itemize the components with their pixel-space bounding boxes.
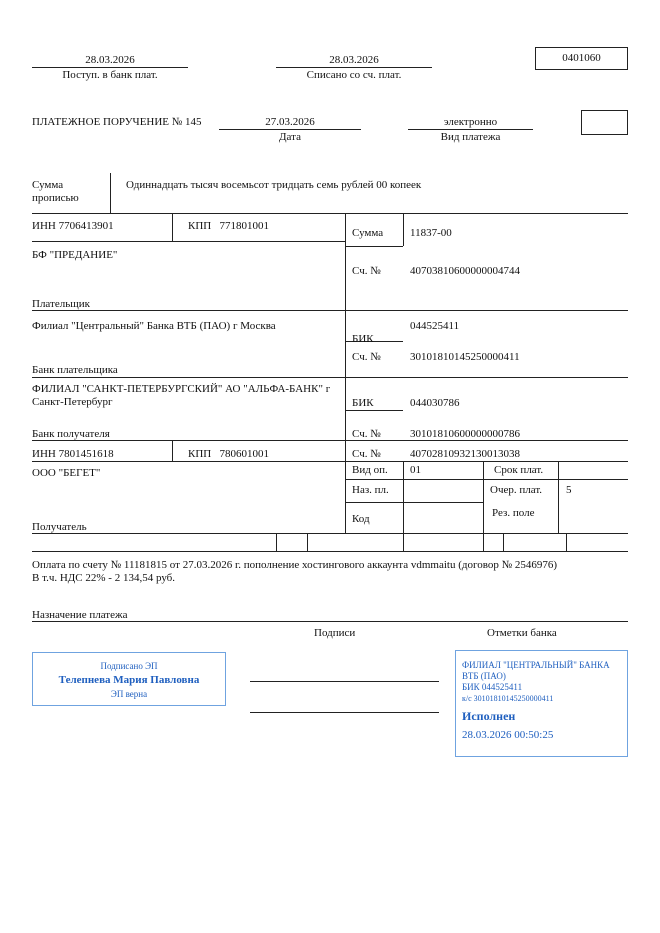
- received-date: 28.03.2026: [85, 54, 135, 66]
- recipient-role-label: Получатель: [32, 521, 87, 533]
- line: [345, 479, 628, 480]
- line: [32, 440, 628, 441]
- line: [32, 213, 628, 214]
- ocher-value: 5: [566, 484, 572, 496]
- payment-type-line: [408, 129, 533, 130]
- payer-bank-bik-label: БИК: [352, 333, 374, 345]
- bank-stamp-datetime: 28.03.2026 00:50:25: [462, 729, 554, 741]
- line: [345, 213, 346, 533]
- received-date-line: [32, 67, 188, 68]
- bank-stamp-bik: БИК 044525411: [462, 682, 523, 692]
- payer-bank-bik: 044525411: [410, 320, 460, 332]
- line: [32, 621, 628, 622]
- purpose-label: Назначение платежа: [32, 609, 128, 621]
- recipient-name: ООО "БЕГЕТ": [32, 467, 101, 479]
- code-empty-box: [581, 110, 628, 135]
- payer-bank-account-label: Сч. №: [352, 351, 381, 363]
- payer-bank-account: 30101810145250000411: [410, 351, 520, 363]
- recipient-kpp-value: 780601001: [219, 448, 269, 460]
- payer-role-label: Плательщик: [32, 298, 90, 310]
- recipient-bank-bik-label: БИК: [352, 397, 374, 409]
- recipient-inn: [32, 448, 114, 460]
- line: [32, 377, 628, 378]
- line: [566, 533, 567, 551]
- debited-date-line: [276, 67, 432, 68]
- payer-bank-name: Филиал "Центральный" Банка ВТБ (ПАО) г Москва: [32, 320, 276, 332]
- payer-account: 40703810600000004744: [410, 265, 520, 277]
- ep-title: Подписано ЭП: [100, 661, 158, 671]
- line: [403, 213, 404, 246]
- line: [32, 241, 345, 242]
- payer-inn-label: ИНН: [32, 220, 56, 232]
- bank-stamp-line-1: ФИЛИАЛ "ЦЕНТРАЛЬНЫЙ" БАНКА: [462, 660, 610, 670]
- ep-name: Телепнева Мария Павловна: [58, 674, 200, 686]
- recipient-kpp-label: КПП: [188, 448, 212, 460]
- line: [503, 533, 504, 551]
- bank-marks-label: Отметки банка: [487, 627, 557, 639]
- payer-account-label: Сч. №: [352, 265, 381, 277]
- order-date-label: Дата: [279, 131, 301, 143]
- bank-stamp-line-2: ВТБ (ПАО): [462, 671, 506, 681]
- bank-stamp-box: [455, 650, 628, 757]
- line: [345, 246, 403, 247]
- kod-label: Код: [352, 513, 370, 525]
- recipient-bank-account-label: Сч. №: [352, 428, 381, 440]
- signature-line-1: [250, 681, 439, 682]
- signatures-label: Подписи: [314, 627, 356, 639]
- payment-type-label: Вид платежа: [440, 131, 501, 143]
- recipient-account-label: Сч. №: [352, 448, 381, 460]
- recipient-bank-bik: 044030786: [410, 397, 460, 409]
- payer-sum: 11837-00: [410, 227, 452, 239]
- line: [483, 461, 484, 551]
- line: [403, 461, 404, 551]
- signature-line-2: [250, 712, 439, 713]
- line: [307, 533, 308, 551]
- line: [172, 213, 173, 241]
- amount-words-label-2: прописью: [32, 192, 79, 204]
- line: [32, 551, 628, 552]
- srok-label: Срок плат.: [494, 464, 544, 476]
- purpose-line-1: Оплата по счету № 11181815 от 27.03.2026 г. пополнение хостингового аккаунта vdmmaitu (договор № 2546976): [32, 559, 558, 571]
- amount-words-label-1: Сумма: [32, 179, 64, 191]
- payer-inn-value: 7706413901: [58, 220, 114, 232]
- line: [32, 310, 628, 311]
- payer-kpp-label: КПП: [188, 220, 212, 232]
- payer-kpp: [188, 220, 269, 232]
- bank-stamp-status: Исполнен: [462, 709, 516, 723]
- recipient-bank-name: ФИЛИАЛ "САНКТ-ПЕТЕРБУРГСКИЙ" АО "АЛЬФА-БАНК" г Санкт-Петербург: [32, 383, 331, 408]
- electronic-signature-box: [32, 652, 226, 706]
- payment-type: электронно: [443, 116, 498, 128]
- debited-label: Списано со сч. плат.: [306, 69, 402, 81]
- line: [32, 533, 628, 534]
- order-date: 27.03.2026: [265, 116, 315, 128]
- payer-bank-role-label: Банк плательщика: [32, 364, 118, 376]
- vid-op-value: 01: [410, 464, 421, 476]
- recipient-inn-value: 7801451618: [58, 448, 114, 460]
- ocher-label: Очер. плат.: [490, 484, 543, 496]
- amount-words-text: Одиннадцать тысяч восемьсот тридцать семь рублей 00 копеек: [126, 179, 422, 191]
- debited-date: 28.03.2026: [329, 54, 379, 66]
- line: [345, 502, 483, 503]
- order-date-line: [219, 129, 361, 130]
- line: [345, 410, 403, 411]
- payer-sum-label: Сумма: [352, 227, 384, 239]
- line: [172, 440, 173, 461]
- received-label: Поступ. в банк плат.: [62, 69, 158, 81]
- purpose-line-2: В т.ч. НДС 22% - 2 134,54 руб.: [32, 572, 176, 584]
- recipient-bank-role-label: Банк получателя: [32, 428, 110, 440]
- recipient-account: 40702810932130013038: [410, 448, 520, 460]
- vid-op-label: Вид оп.: [352, 464, 388, 476]
- naz-pl-label: Наз. пл.: [352, 484, 389, 496]
- payer-name: БФ "ПРЕДАНИЕ": [32, 249, 118, 261]
- rez-label: Рез. поле: [492, 507, 535, 519]
- divider: [110, 173, 111, 213]
- line: [558, 461, 559, 533]
- recipient-bank-account: 30101810600000000786: [410, 428, 520, 440]
- order-title: ПЛАТЕЖНОЕ ПОРУЧЕНИЕ № 145: [32, 116, 202, 128]
- recipient-kpp: [188, 448, 269, 460]
- bank-stamp-ks: к/с 30101810145250000411: [462, 694, 554, 703]
- ep-status: ЭП верна: [110, 689, 148, 699]
- line: [276, 533, 277, 551]
- payer-kpp-value: 771801001: [219, 220, 269, 232]
- payer-inn: [32, 220, 114, 232]
- recipient-inn-label: ИНН: [32, 448, 56, 460]
- line: [32, 461, 628, 462]
- form-code: 0401060: [535, 47, 628, 70]
